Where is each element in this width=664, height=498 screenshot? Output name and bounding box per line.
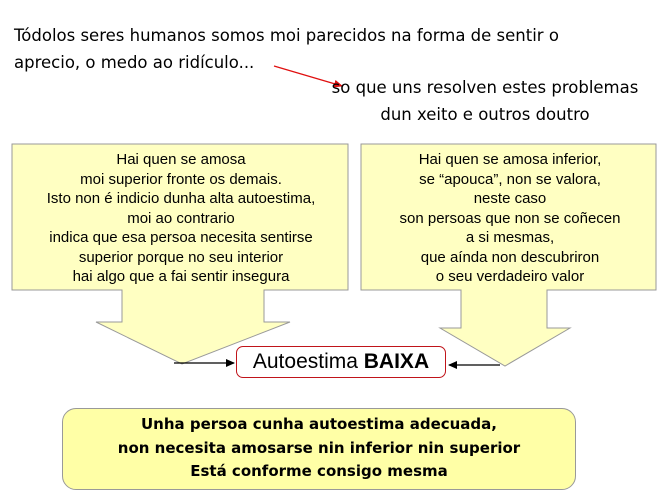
right-callout-line: Hai quen se amosa inferior,: [418, 151, 602, 168]
aside-line-2: dun xeito e outros doutro: [380, 105, 590, 124]
left-callout-line: Hai quen se amosa: [116, 151, 246, 168]
conclusion-line: Unha persoa cunha autoestima adecuada,: [141, 415, 497, 433]
center-concept-emphasis: BAIXA: [363, 350, 430, 373]
right-callout-line: o seu verdadeiro valor: [435, 268, 585, 285]
left-callout-line: hai algo que a fai sentir insegura: [72, 268, 290, 285]
left-callout-text: [14, 150, 348, 287]
aside-text: [330, 74, 640, 128]
right-callout-line: a si mesmas,: [465, 229, 555, 246]
aside-line-1: so que uns resolven estes problemas: [331, 78, 639, 97]
left-callout-line: moi superior fronte os demais.: [80, 170, 282, 188]
right-callout-line: son persoas que non se coñecen: [399, 209, 621, 227]
conclusion-line: non necesita amosarse nin inferior nin superior: [117, 438, 521, 457]
conclusion-line: Está conforme consigo mesma: [190, 462, 448, 480]
left-callout-line: indica que esa persoa necesita sentirse: [49, 229, 313, 246]
intro-text: [14, 22, 614, 76]
conclusion-box: [62, 408, 576, 490]
intro-line-1: Tódolos seres humanos somos moi parecidos na forma de sentir o: [14, 26, 559, 45]
center-concept-word: Autoestima: [252, 350, 364, 373]
right-callout-line: que aínda non descubriron: [420, 248, 600, 266]
left-callout-line: superior porque no seu interior: [78, 248, 284, 266]
center-concept-box: [236, 346, 446, 378]
left-callout-line: Isto non é indicio dunha alta autoestima,: [46, 190, 316, 207]
left-callout-line: moi ao contrario: [127, 209, 235, 227]
intro-line-2: aprecio, o medo ao ridículo...: [14, 53, 255, 72]
right-callout-line: se “apouca”, non se valora,: [419, 170, 601, 188]
right-callout-line: neste caso: [473, 190, 547, 207]
right-callout-text: [362, 150, 658, 287]
